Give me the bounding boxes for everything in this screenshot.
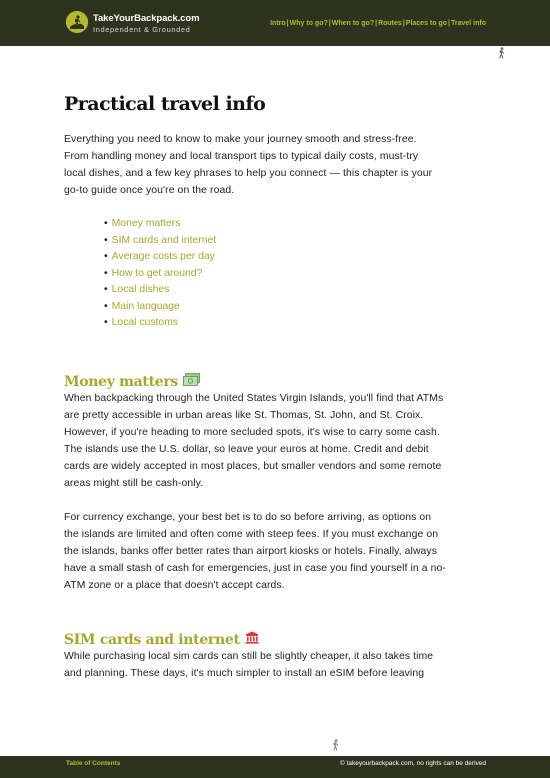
intro-paragraph: [64, 131, 496, 199]
section-heading-money-matters: [64, 373, 200, 390]
sim-paragraph-1: [64, 648, 496, 682]
page-header: [0, 0, 550, 46]
text-line: For currency exchange, your best bet is to do so before arriving, as options on: [64, 512, 432, 523]
bullet: •: [104, 267, 108, 279]
money-emoji: [183, 373, 200, 390]
nav-link-routes[interactable]: Routes: [378, 20, 402, 27]
bullet: •: [104, 284, 108, 295]
page-title: Practical travel info: [64, 93, 266, 115]
hiker-icon: [497, 46, 507, 64]
text-line: and planning. These days, it's much simpler to install an eSIM before leaving: [64, 668, 425, 679]
toc-link-average-costs[interactable]: Average costs per day: [111, 251, 215, 262]
backpacker-logo[interactable]: [66, 11, 88, 33]
table-of-contents-link[interactable]: Table of Contents: [66, 760, 121, 767]
bullet: •: [104, 251, 108, 262]
bullet: •: [104, 234, 108, 246]
text-line: local dishes, and a few key phrases to help you connect — this chapter is your: [64, 168, 433, 179]
text-line: the islands are limited and often come with steep fees. If you must exchange on: [64, 529, 439, 540]
copyright-notice: © takeyourbackpack.com, no rights can be derived: [339, 760, 486, 767]
bullet: •: [104, 317, 108, 328]
nav-link-travel-info[interactable]: Travel info: [450, 20, 486, 27]
text-line: The islands use the U.S. dollar, so leave your euros at home. Credit and debit: [64, 444, 429, 455]
nav-link-places-to-go[interactable]: Places to go: [405, 20, 448, 27]
section-heading-sim-cards: [64, 631, 259, 648]
text-line: From handling money and local transport tips to typical daily costs, must-try: [64, 151, 419, 162]
brand-name[interactable]: TakeYourBackpack.com: [93, 13, 200, 24]
text-line: When backpacking through the United States Virgin Islands, you'll find that ATMs: [64, 393, 444, 404]
nav-separator: |: [375, 20, 378, 27]
chapter-contents-list: [104, 216, 216, 332]
toc-item[interactable]: [104, 315, 216, 332]
toc-link-get-around[interactable]: How to get around?: [111, 267, 203, 279]
toc-link-local-customs[interactable]: Local customs: [111, 317, 179, 328]
nav-separator: |: [328, 20, 331, 27]
nav-link-when-to-go[interactable]: When to go?: [331, 20, 375, 27]
bank-emoji: [245, 631, 259, 648]
money-paragraph-2: [64, 509, 496, 594]
text-line: areas might still be cash-only.: [64, 478, 204, 489]
bullet: •: [104, 218, 108, 229]
section-heading-text: Money matters: [64, 373, 179, 390]
text-line: have a small stash of cash for emergencies, just in case you find yourself in a no-: [64, 563, 446, 574]
text-line: ATM zone or a place that doesn't accept cards.: [64, 580, 285, 591]
money-paragraph-1: [64, 390, 496, 492]
toc-link-money-matters[interactable]: Money matters: [111, 218, 181, 229]
toc-item[interactable]: [104, 299, 216, 316]
text-line: are pretty accessible in urban areas like St. Thomas, St. John, and St. Croix.: [64, 410, 424, 421]
nav-separator: |: [402, 20, 405, 27]
nav-link-intro[interactable]: Intro: [270, 20, 286, 27]
brand-tagline: Independent & Grounded: [93, 25, 191, 34]
text-line: While purchasing local sim cards can still be slightly cheaper, it also takes time: [64, 651, 434, 662]
toc-item[interactable]: [104, 249, 216, 266]
toc-link-local-dishes[interactable]: Local dishes: [111, 284, 170, 295]
top-navigation: [270, 20, 486, 27]
text-line: Everything you need to know to make your journey smooth and stress-free.: [64, 134, 417, 145]
page-footer: [0, 756, 550, 778]
text-line: the islands, banks offer better rates than airport kiosks or hotels. Finally, always: [64, 546, 438, 557]
bullet: •: [104, 300, 108, 312]
toc-item[interactable]: [104, 216, 216, 233]
toc-link-main-language[interactable]: Main language: [111, 300, 180, 312]
nav-separator: |: [286, 20, 289, 27]
text-line: However, if you're heading to more secluded spots, it's wise to carry some cash.: [64, 427, 440, 438]
section-heading-text: SIM cards and internet: [64, 631, 240, 648]
toc-link-sim-cards[interactable]: SIM cards and internet: [111, 234, 217, 246]
text-line: go-to guide once you're on the road.: [64, 185, 235, 196]
nav-separator: |: [448, 20, 450, 27]
toc-item[interactable]: [104, 282, 216, 299]
toc-item[interactable]: [104, 266, 216, 283]
toc-item[interactable]: [104, 233, 216, 250]
hiker-icon: [331, 738, 341, 756]
text-line: cards are widely accepted in most places, but smaller vendors and some remote: [64, 461, 442, 472]
nav-link-why-to-go[interactable]: Why to go?: [289, 20, 328, 27]
